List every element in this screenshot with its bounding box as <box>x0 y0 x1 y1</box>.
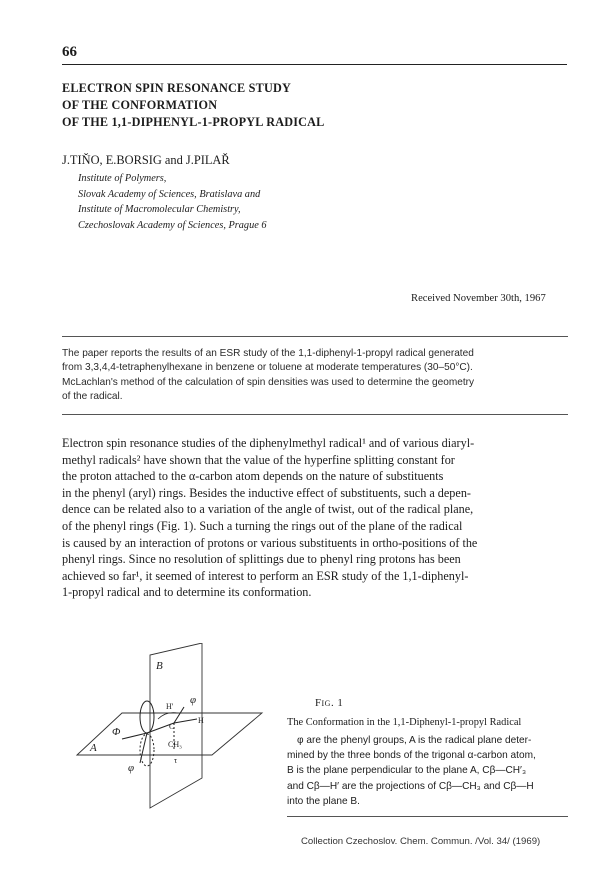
label-plane-a: A <box>90 742 97 754</box>
label-h-prime: H' <box>166 702 174 711</box>
affiliation-line-2: Slovak Academy of Sciences, Bratislava and <box>78 188 261 200</box>
body-line-2: methyl radicals² have shown that the value of the hyperfine splitting constant for <box>62 452 455 467</box>
abstract <box>62 347 568 405</box>
abstract-line-3: McLachlan's method of the calculation of spin densities was used to determine the geometry <box>62 376 475 388</box>
body-line-4: in the phenyl (aryl) rings. Besides the inductive effect of substituents, such a depen- <box>62 485 471 500</box>
page-number: 66 <box>62 44 77 60</box>
label-phi-right: φ <box>190 694 197 706</box>
bond-beta-h-prime <box>174 707 184 723</box>
title-line-3: OF THE 1,1-DIPHENYL-1-PROPYL RADICAL <box>62 115 325 129</box>
orbital-lower-lobe <box>140 734 154 766</box>
abstract-bottom-rule <box>62 414 568 415</box>
affiliation <box>78 171 267 233</box>
figure-caption-heading: Fig. 1 <box>315 697 344 709</box>
label-plane-b: B <box>156 660 163 672</box>
header-rule <box>62 64 567 65</box>
affiliation-line-1: Institute of Polymers, <box>78 173 167 184</box>
affiliation-line-4: Czechoslovak Academy of Sciences, Prague 6 <box>78 219 267 231</box>
bond-phenyl-bottom <box>140 733 147 763</box>
figure-caption <box>287 733 536 809</box>
figure-caption-title: The Conformation in the 1,1-Diphenyl-1-propyl Radical <box>287 717 522 728</box>
body-line-8: phenyl rings. Since no resolution of splittings due to phenyl ring protons has been <box>62 552 461 567</box>
caption-line-3: B is the plane perpendicular to the plane A, Cβ—CH′₃ <box>287 765 527 777</box>
received-date: Received November 30th, 1967 <box>411 293 546 304</box>
bond-beta-h <box>174 719 197 723</box>
caption-line-4: and Cβ—H′ are the projections of Cβ—CH₃ and Cβ—H <box>287 780 534 792</box>
label-phi-bottom: φ <box>128 762 135 774</box>
abstract-line-4: of the radical. <box>62 391 123 403</box>
twist-arc <box>158 713 178 719</box>
body-line-5: dence can be related also to a variation of the angle of twist, out of the radical plane, <box>62 502 474 517</box>
journal-footer: Collection Czechoslov. Chem. Commun. /Vol. 34/ (1969) <box>301 836 541 847</box>
figure-1-diagram <box>62 643 277 813</box>
label-tau: τ <box>174 756 178 765</box>
affiliation-line-3: Institute of Macromolecular Chemistry, <box>78 204 241 215</box>
body-text <box>62 435 572 601</box>
abstract-line-2: from 3,3,4,4-tetraphenylhexane in benzene or toluene at moderate temperatures (30–50°C). <box>62 362 473 374</box>
body-line-7: is caused by an interaction of protons or various substituents in ortho-positions of the <box>62 535 478 550</box>
abstract-line-1: The paper reports the results of an ESR study of the 1,1-diphenyl-1-propyl radical generated <box>62 348 474 359</box>
body-line-1: Electron spin resonance studies of the diphenylmethyl radical¹ and of various diaryl- <box>62 436 475 450</box>
label-c-beta: C <box>169 722 175 731</box>
title-line-1: ELECTRON SPIN RESONANCE STUDY <box>62 81 291 95</box>
label-h: H <box>198 716 204 725</box>
article-title <box>62 80 542 131</box>
abstract-top-rule <box>62 336 568 337</box>
label-ch3: CH₃ <box>168 740 182 749</box>
bond-phenyl-left <box>122 733 147 739</box>
caption-line-2: mined by the three bonds of the trigonal α-carbon atom, <box>287 750 536 762</box>
title-line-2: OF THE CONFORMATION <box>62 98 218 112</box>
body-line-6: of the phenyl rings (Fig. 1). Such a turning the rings out of the plane of the radical <box>62 518 463 533</box>
caption-rule <box>287 816 568 817</box>
orbital-upper-lobe <box>140 701 154 733</box>
body-line-9: achieved so far¹, it seemed of interest to perform an ESR study of the 1,1-diphenyl- <box>62 568 469 583</box>
caption-line-5: into the plane B. <box>287 795 360 807</box>
caption-line-1: φ are the phenyl groups, A is the radical plane deter- <box>297 735 532 746</box>
label-phi-left: Φ <box>112 726 121 738</box>
body-line-3: the proton attached to the α-carbon atom depends on the nature of substituents <box>62 469 444 484</box>
authors: J.TIŇO, E.BORSIG and J.PILAŘ <box>62 153 230 167</box>
body-line-10: 1-propyl radical and to determine its conformation. <box>62 585 312 600</box>
